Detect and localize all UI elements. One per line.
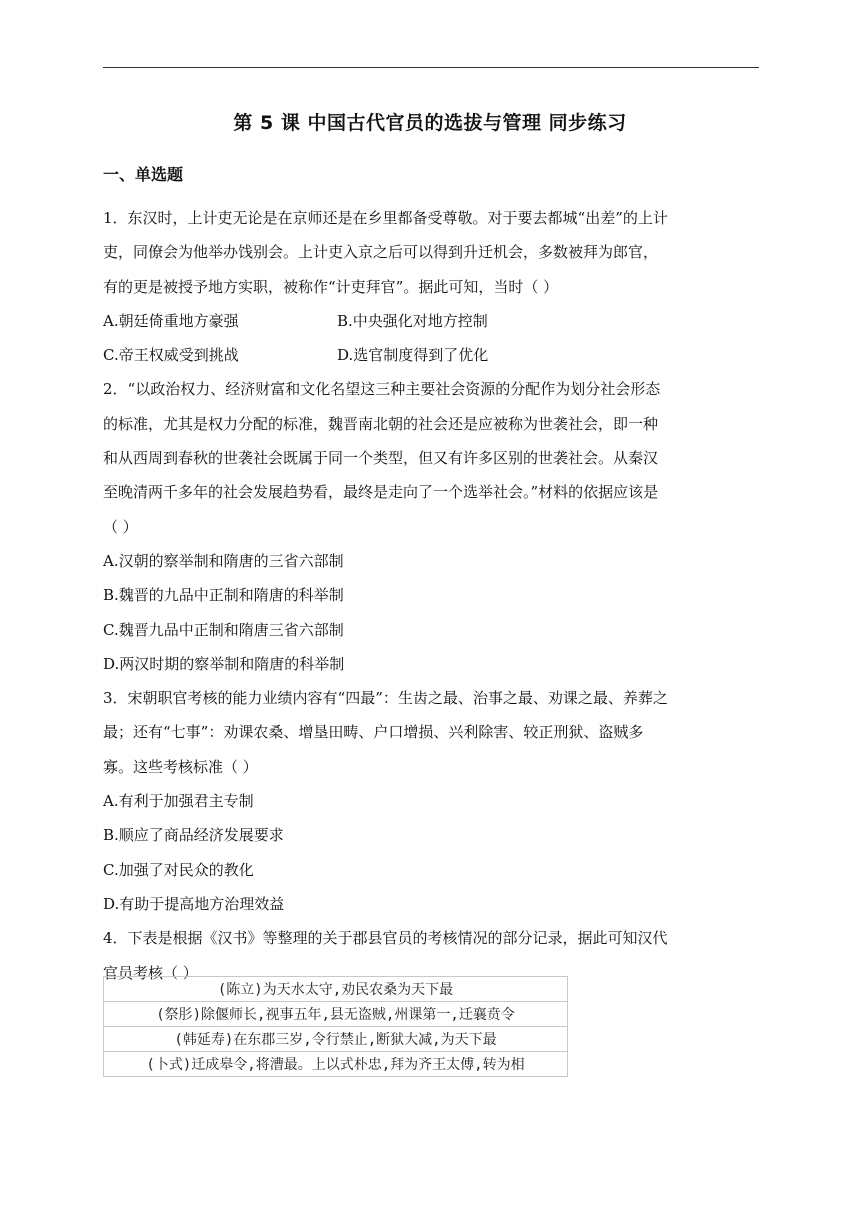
option-b[interactable]: B.魏晋的九品中正制和隋唐的科举制 — [103, 586, 344, 605]
option-d[interactable]: D.有助于提高地方治理效益 — [103, 894, 285, 913]
question-3 — [103, 681, 760, 921]
table-row — [104, 1027, 568, 1052]
option-d[interactable]: D.选官制度得到了优化 — [337, 346, 489, 365]
question-stem-line: 有的更是被授予地方实职，被称作“计吏拜官”。据此可知，当时（ ） — [103, 277, 559, 296]
table-row — [104, 1002, 568, 1027]
question-stem-line: 最；还有“七事”：劝课农桑、增垦田畴、户口增损、兴利除害、较正刑狱、盗贼多 — [103, 723, 644, 742]
table-cell: (祭肜)除偃师长,视事五年,县无盗贼,州课第一,迁襄贲令 — [104, 1002, 568, 1027]
question-2 — [103, 372, 760, 681]
record-table — [103, 976, 568, 1077]
question-stem-line: 官员考核（ ） — [103, 963, 198, 982]
question-list — [103, 201, 760, 990]
option-b[interactable]: B.中央强化对地方控制 — [337, 311, 488, 330]
option-b[interactable]: B.顺应了商品经济发展要求 — [103, 826, 284, 845]
question-stem-line: 2．“以政治权力、经济财富和文化名望这三种主要社会资源的分配作为划分社会形态 — [103, 380, 661, 399]
question-1 — [103, 201, 760, 372]
option-d[interactable]: D.两汉时期的察举制和隋唐的科举制 — [103, 654, 345, 673]
table-cell: (陈立)为天水太守,劝民农桑为天下最 — [104, 977, 568, 1002]
option-c[interactable]: C.加强了对民众的教化 — [103, 860, 254, 879]
option-row — [103, 338, 760, 372]
question-stem-line: 3．宋朝职官考核的能力业绩内容有“四最”：生齿之最、治事之最、劝课之最、养葬之 — [103, 689, 668, 708]
option-a[interactable]: A.汉朝的察举制和隋唐的三省六部制 — [103, 551, 344, 570]
table-row — [104, 1052, 568, 1077]
question-stem-line: 至晚清两千多年的社会发展趋势看，最终是走向了一个选举社会。”材料的依据应该是 — [103, 483, 659, 502]
section-heading: 一、单选题 — [103, 165, 184, 184]
option-c[interactable]: C.魏晋九品中正制和隋唐三省六部制 — [103, 620, 344, 639]
question-stem-line: 的标准，尤其是权力分配的标准，魏晋南北朝的社会还是应被称为世袭社会，即一种 — [103, 414, 659, 433]
table-cell: (卜式)迁成皋令,将漕最。上以式朴忠,拜为齐王太傅,转为相 — [104, 1052, 568, 1077]
page-title: 第 5 课 中国古代官员的选拔与管理 同步练习 — [233, 112, 627, 134]
option-a[interactable]: A.有利于加强君主专制 — [103, 792, 254, 811]
question-stem-line: 和从西周到春秋的世袭社会既属于同一个类型，但又有许多区别的世袭社会。从秦汉 — [103, 449, 659, 468]
option-a[interactable]: A.朝廷倚重地方豪强 — [103, 311, 239, 330]
header-rule — [103, 67, 759, 68]
table-cell: (韩延寿)在东郡三岁,令行禁止,断狱大减,为天下最 — [104, 1027, 568, 1052]
table-row — [104, 977, 568, 1002]
question-stem-line: 寡。这些考核标准（ ） — [103, 757, 258, 776]
option-row — [103, 304, 760, 338]
question-stem-line: 吏，同僚会为他举办饯别会。上计吏入京之后可以得到升迁机会，多数被拜为郎官， — [103, 243, 659, 262]
question-stem-line: 1．东汉时，上计吏无论是在京师还是在乡里都备受尊敬。对于要去都城“出差”的上计 — [103, 209, 668, 227]
option-c[interactable]: C.帝王权威受到挑战 — [103, 346, 239, 365]
question-stem-line: （ ） — [103, 517, 138, 536]
question-stem-line: 4．下表是根据《汉书》等整理的关于郡县官员的考核情况的部分记录，据此可知汉代 — [103, 929, 668, 948]
